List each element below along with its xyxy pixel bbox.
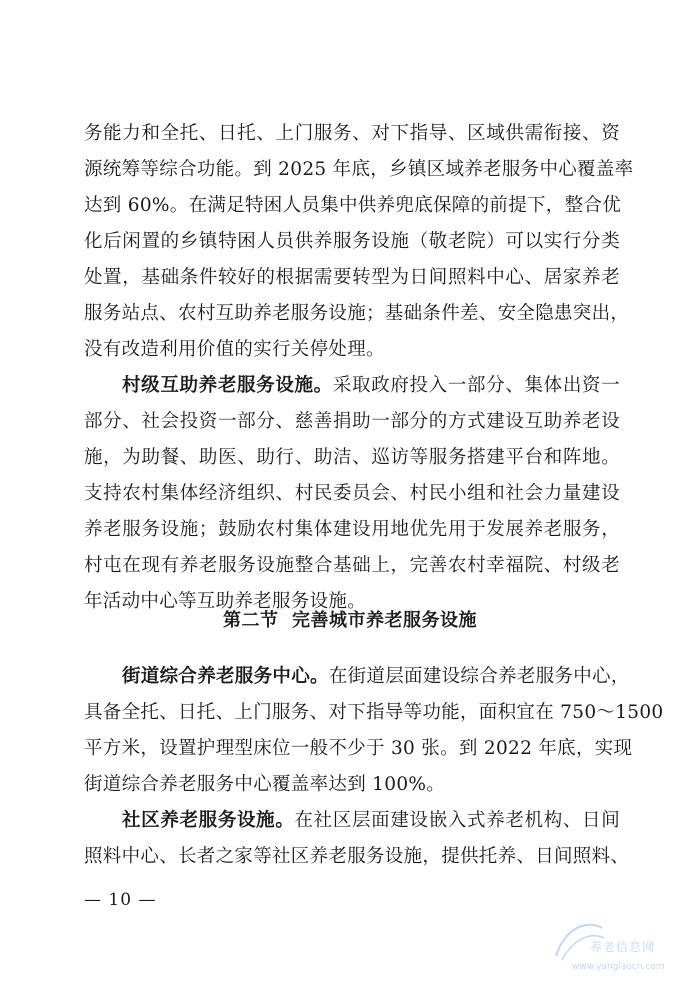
paragraph-line: 照料中心、长者之家等社区养老服务设施，提供托养、日间照料、 bbox=[84, 846, 630, 867]
page-number: — 10 — bbox=[84, 890, 157, 910]
paragraph-line: 化后闲置的乡镇特困人员供养服务设施（敬老院）可以实行分类 bbox=[84, 231, 620, 252]
watermark-url: www.yanglaocn.com bbox=[572, 962, 665, 972]
paragraph-line: 养老服务设施；鼓励农村集体建设用地优先用于发展养老服务， bbox=[84, 519, 620, 540]
paragraph-line: 务能力和全托、日托、上门服务、对下指导、区域供需衔接、资 bbox=[84, 123, 620, 144]
paragraph-line: 没有改造利用价值的实行关停处理。 bbox=[84, 339, 385, 360]
paragraph-lead-heading: 社区养老服务设施。 bbox=[122, 810, 295, 831]
site-watermark bbox=[548, 912, 688, 982]
paragraph-first-line bbox=[122, 662, 630, 692]
paragraph-line: 具备全托、日托、上门服务、对下指导等功能，面积宜在 750～1500 bbox=[84, 702, 664, 723]
paragraph-line: 服务站点、农村互助养老服务设施；基础条件差、安全隐患突出， bbox=[84, 303, 630, 324]
paragraph-first-line bbox=[122, 371, 620, 401]
paragraph-line: 街道综合养老服务中心覆盖率达到 100%。 bbox=[84, 774, 446, 795]
paragraph-first-line bbox=[122, 806, 620, 836]
paragraph-line: 平方米，设置护理型床位一般不少于 30 张。到 2022 年底，实现 bbox=[84, 738, 633, 759]
paragraph-line: 支持农村集体经济组织、村民委员会、村民小组和社会力量建设 bbox=[84, 483, 620, 504]
paragraph-line: 达到 60%。在满足特困人员集中供养兜底保障的前提下，整合优 bbox=[84, 195, 622, 216]
paragraph-text: 在社区层面建设嵌入式养老机构、日间 bbox=[294, 810, 620, 831]
paragraph-line: 年活动中心等互助养老服务设施。 bbox=[84, 591, 367, 612]
paragraph-lead-heading: 街道综合养老服务中心。 bbox=[122, 666, 329, 687]
paragraph-lead-heading: 村级互助养老服务设施。 bbox=[122, 375, 333, 396]
section-heading: 第二节 完善城市养老服务设施 bbox=[222, 610, 478, 631]
paragraph-line: 村屯在现有养老服务设施整合基础上，完善农村幸福院、村级老 bbox=[84, 555, 620, 576]
paragraph-line: 源统筹等综合功能。到 2025 年底，乡镇区域养老服务中心覆盖率 bbox=[84, 159, 634, 180]
paragraph-line: 处置，基础条件较好的根据需要转型为日间照料中心、居家养老 bbox=[84, 267, 620, 288]
paragraph-line: 部分、社会投资一部分、慈善捐助一部分的方式建设互助养老设 bbox=[84, 411, 620, 432]
paragraph-line: 施，为助餐、助医、助行、助洁、巡访等服务搭建平台和阵地。 bbox=[84, 447, 620, 468]
paragraph-text: 在街道层面建设综合养老服务中心， bbox=[328, 666, 630, 687]
paragraph-text: 采取政府投入一部分、集体出资一 bbox=[332, 375, 620, 396]
watermark-text: 养老信息网 bbox=[590, 940, 656, 954]
